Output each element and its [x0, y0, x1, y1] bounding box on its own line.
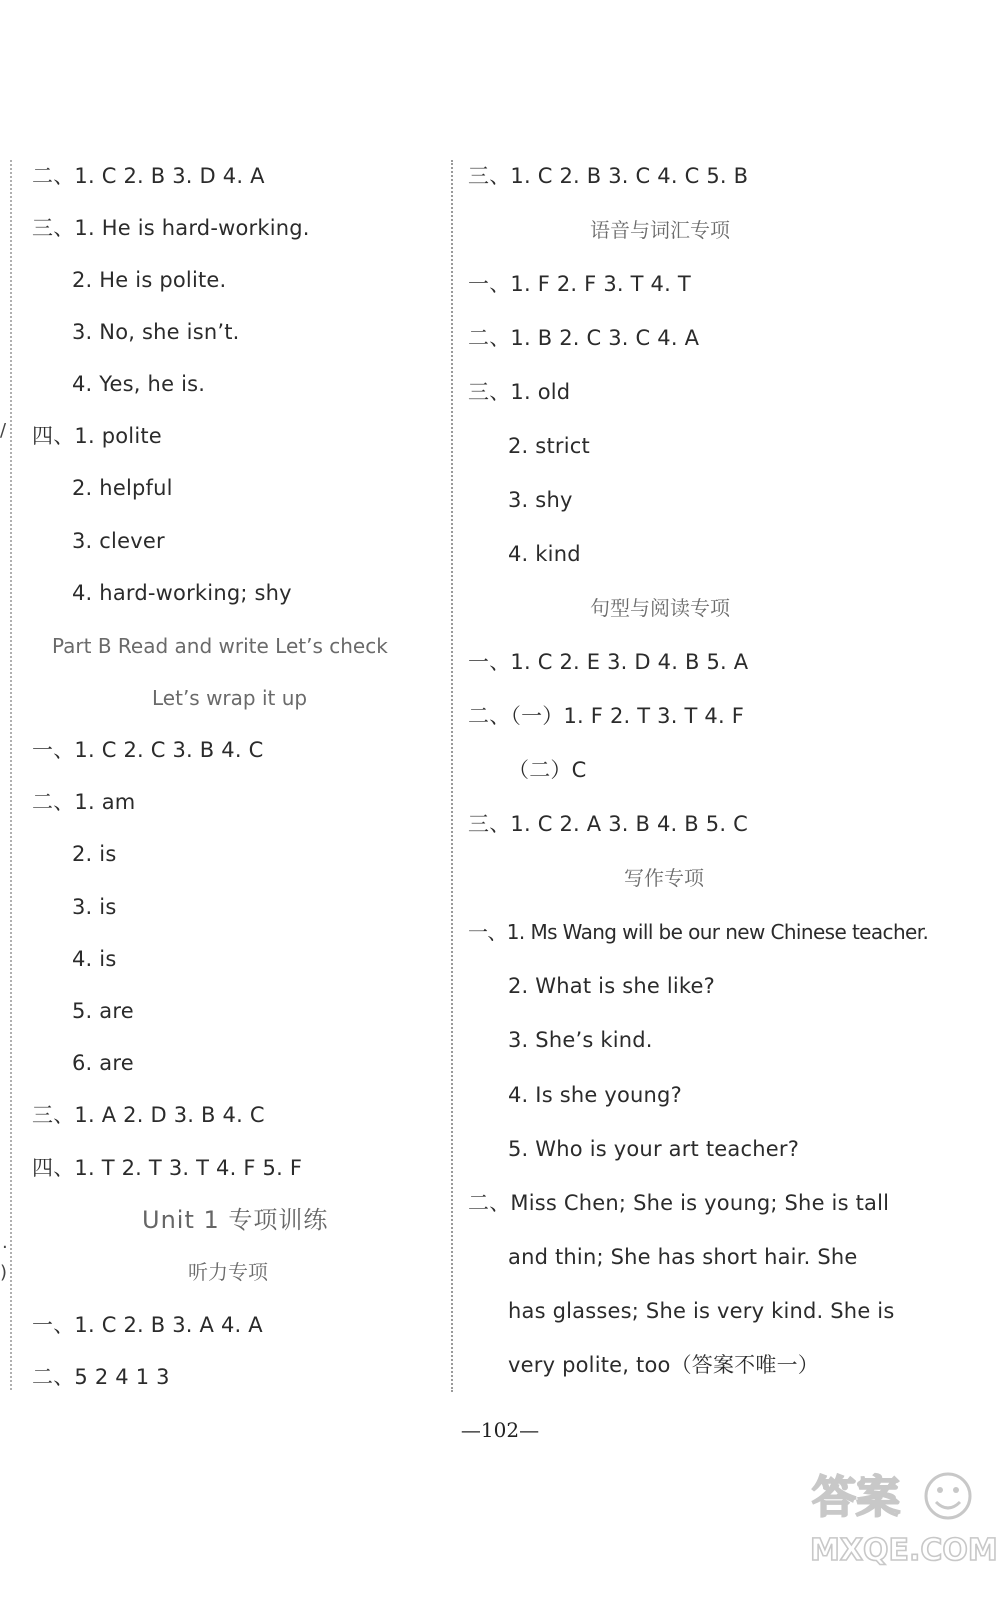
unit-heading: Unit 1 专项训练: [142, 1206, 329, 1234]
page-number: —102—: [460, 1418, 540, 1442]
column-divider: [451, 160, 453, 1392]
answer-line: 4. Yes, he is.: [72, 372, 206, 396]
answer-line: 二、5 2 4 1 3: [32, 1365, 170, 1389]
answer-line: 四、1. polite: [32, 424, 162, 448]
answer-line: 二、（一）1. F 2. T 3. T 4. F: [468, 704, 744, 728]
answer-line: 一、1. C 2. C 3. B 4. C: [32, 738, 264, 762]
answer-line: has glasses; She is very kind. She is: [508, 1299, 895, 1323]
answer-line: 一、1. C 2. B 3. A 4. A: [32, 1313, 263, 1337]
edge-mark-dot: .: [2, 1232, 8, 1253]
answer-line: 二、1. am: [32, 790, 136, 814]
answer-line: very polite, too（答案不唯一）: [508, 1353, 819, 1377]
section-heading: 语音与词汇专项: [590, 218, 730, 242]
grin-face-icon: [926, 1474, 970, 1518]
answer-line: 3. is: [72, 895, 117, 919]
answer-line: 三、1. C 2. B 3. C 4. C 5. B: [468, 164, 749, 188]
answer-line: 2. is: [72, 842, 117, 866]
answer-line: 三、1. C 2. A 3. B 4. B 5. C: [468, 812, 748, 836]
answer-line: 4. Is she young?: [508, 1083, 682, 1107]
edge-mark-paren: ): [0, 1262, 8, 1283]
answer-line: 四、1. T 2. T 3. T 4. F 5. F: [32, 1156, 303, 1180]
section-heading: 写作专项: [624, 866, 704, 890]
answer-line: 6. are: [72, 1051, 134, 1075]
answer-line: 二、1. B 2. C 3. C 4. A: [468, 326, 700, 350]
watermark-logo: [808, 1460, 998, 1570]
answer-line: 一、1. F 2. F 3. T 4. T: [468, 272, 691, 296]
answer-line: 3. No, she isn’t.: [72, 320, 240, 344]
answer-line: 三、1. A 2. D 3. B 4. C: [32, 1103, 265, 1127]
right-column: [460, 0, 1000, 1600]
answer-line: 4. is: [72, 947, 117, 971]
answer-line: 3. clever: [72, 529, 165, 553]
answer-line: （二）C: [508, 758, 587, 782]
answer-line: and thin; She has short hair. She: [508, 1245, 858, 1269]
answer-line: 三、1. He is hard-working.: [32, 216, 310, 240]
answer-line: 一、1. Ms Wang will be our new Chinese teacher.: [468, 920, 929, 944]
watermark-text-cn: 答案: [812, 1472, 900, 1523]
answer-line: 2. helpful: [72, 476, 173, 500]
answer-line: 3. shy: [508, 488, 573, 512]
answer-line: 4. kind: [508, 542, 581, 566]
answer-line: 三、1. old: [468, 380, 571, 404]
answer-line: 二、1. C 2. B 3. D 4. A: [32, 164, 265, 188]
section-heading: 句型与阅读专项: [590, 596, 730, 620]
answer-line: 2. He is polite.: [72, 268, 227, 292]
answer-line: 2. What is she like?: [508, 974, 716, 998]
section-heading: Part B Read and write Let’s check: [52, 634, 388, 658]
answer-line: 4. hard-working; shy: [72, 581, 292, 605]
answer-line: 5. Who is your art teacher?: [508, 1137, 800, 1161]
answer-line: 3. She’s kind.: [508, 1028, 653, 1052]
answer-line: 一、1. C 2. E 3. D 4. B 5. A: [468, 650, 749, 674]
answer-line: 5. are: [72, 999, 134, 1023]
watermark-text-domain: MXQE.COM: [810, 1533, 998, 1568]
answer-line: 2. strict: [508, 434, 590, 458]
left-column: [0, 0, 450, 1600]
answer-line: 二、Miss Chen; She is young; She is tall: [468, 1191, 890, 1215]
edge-mark-slash: /: [0, 420, 7, 441]
section-heading: 听力专项: [188, 1260, 268, 1284]
section-heading: Let’s wrap it up: [152, 686, 308, 710]
